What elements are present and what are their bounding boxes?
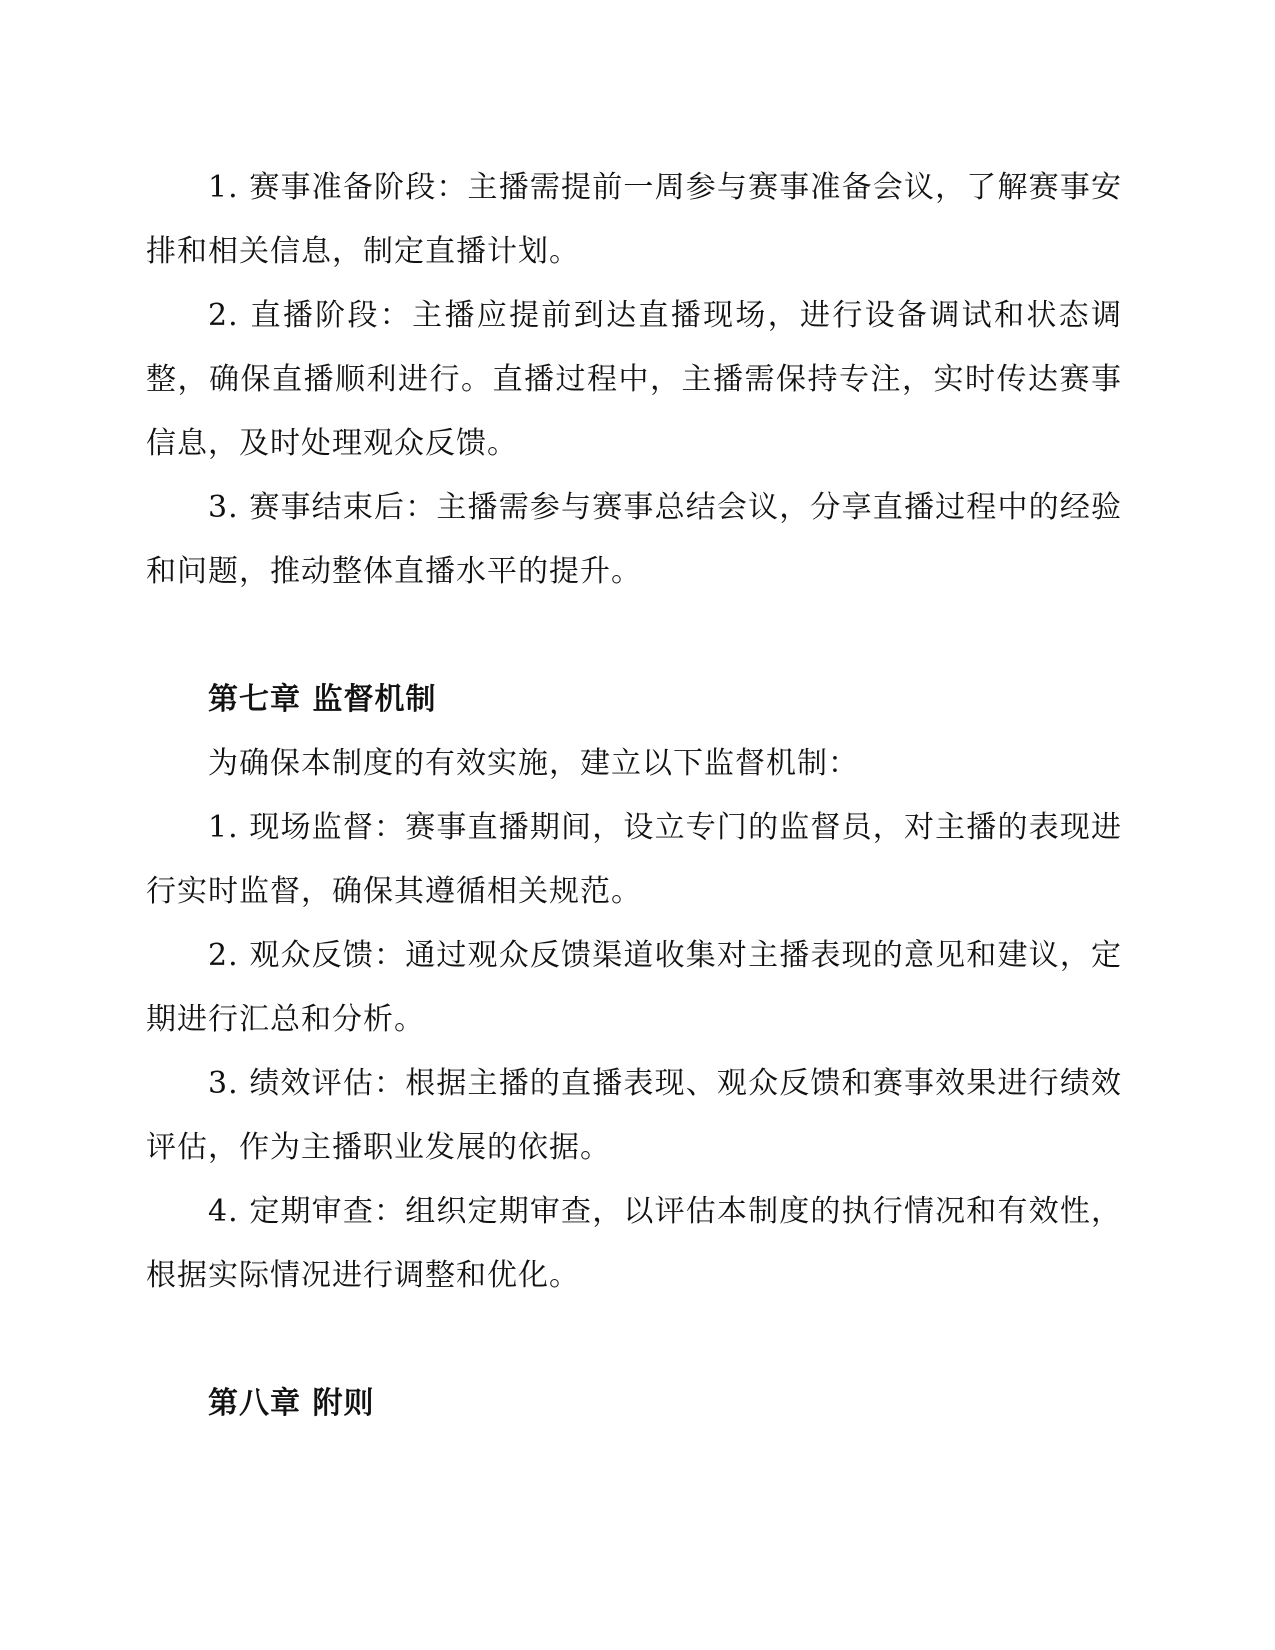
chapter-eight-heading: 第八章 附则: [208, 1386, 375, 1421]
paragraph-performance-evaluation: 3. 绩效评估：根据主播的直播表现、观众反馈和赛事效果进行绩效评估，作为主播职业发展的依据。: [146, 1066, 1122, 1165]
paragraph-audience-feedback: 2. 观众反馈：通过观众反馈渠道收集对主播表现的意见和建议，定期进行汇总和分析。: [146, 938, 1122, 1037]
paragraph-after-event: 3. 赛事结束后：主播需参与赛事总结会议，分享直播过程中的经验和问题，推动整体直播水平的提升。: [146, 490, 1122, 589]
paragraph-preparation-stage: 1. 赛事准备阶段：主播需提前一周参与赛事准备会议，了解赛事安排和相关信息，制定直播计划。: [146, 170, 1122, 269]
chapter-seven-intro: 为确保本制度的有效实施，建立以下监督机制：: [208, 746, 859, 781]
paragraph-periodic-review: 4. 定期审查：组织定期审查，以评估本制度的执行情况和有效性，根据实际情况进行调整和优化。: [146, 1194, 1122, 1293]
paragraph-onsite-supervision: 1. 现场监督：赛事直播期间，设立专门的监督员，对主播的表现进行实时监督，确保其遵循相关规范。: [146, 810, 1122, 909]
chapter-seven-heading: 第七章 监督机制: [208, 682, 437, 717]
paragraph-live-stage: 2. 直播阶段：主播应提前到达直播现场，进行设备调试和状态调整，确保直播顺利进行。直播过程中，主播需保持专注，实时传达赛事信息，及时处理观众反馈。: [146, 298, 1122, 461]
document-body: [146, 156, 1122, 1436]
